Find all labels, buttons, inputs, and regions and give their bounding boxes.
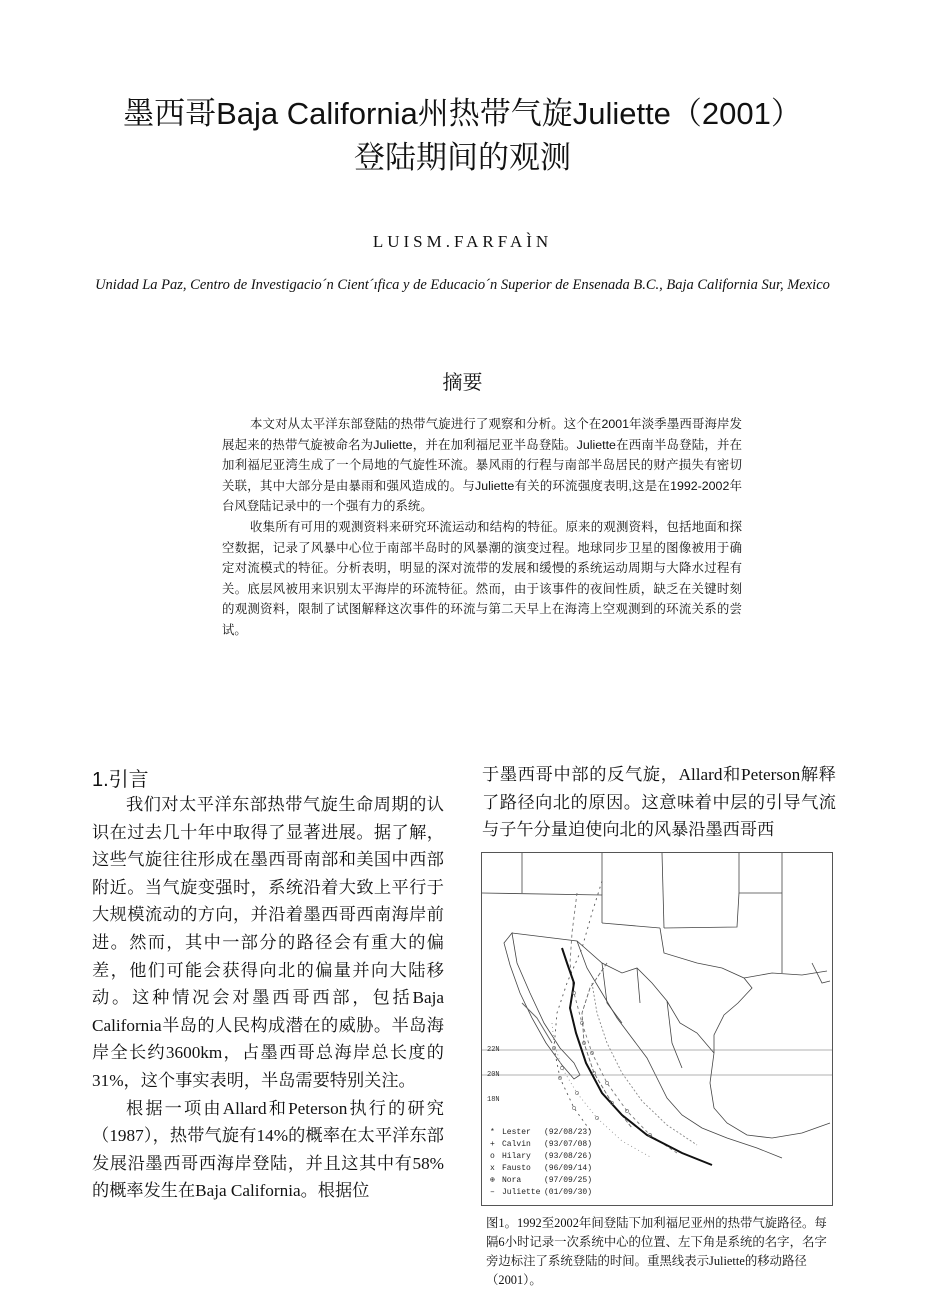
legend-item-calvin: [490, 1140, 592, 1149]
svg-text:(96/09/14): (96/09/14): [544, 1164, 593, 1173]
svg-text:Fausto: Fausto: [502, 1164, 531, 1173]
author-affiliation: Unidad La Paz, Centro de Investigacio´n Cient´ıfica y de Educacio´n Superior de Ensenada B.C., Baja California Sur, Mexico: [95, 277, 830, 293]
svg-text:(97/09/25): (97/09/25): [544, 1176, 593, 1185]
track-map-svg: [482, 853, 832, 1205]
svg-text:Hilary: Hilary: [502, 1152, 531, 1161]
left-column-text: [92, 791, 444, 1205]
lat-label-22n: 22N: [487, 1046, 500, 1054]
intro-paragraph-2: 根据一项由Allard和Peterson执行的研究（1987），热带气旋有14%的概率在太平洋东部发展沿墨西哥西海岸登陆，并且这其中有58%的概率发生在Baja California。根据位: [92, 1098, 444, 1201]
track-fausto: [582, 963, 632, 1128]
latitude-lines: [482, 1050, 832, 1075]
svg-text:(92/08/23): (92/08/23): [544, 1128, 593, 1137]
legend-item-nora: [490, 1176, 592, 1185]
svg-text:Lester: Lester: [502, 1128, 531, 1137]
abstract-paragraph-1: 本文对从太平洋东部登陆的热带气旋进行了观察和分析。这个在2001年淡季墨西哥海岸发展起来的热带气旋被命名为Juliette，并在加利福尼亚半岛登陆。Juliette在西南半岛登陆，并在加利福尼亚湾生成了一个局地的气旋性环流。暴风雨的行程与南部半岛居民的财产损失有密切关联，其中大部分是由暴雨和强风造成的。与Juliette有关的环流强度表明,这是在1992-2002年台风登陆记录中的一个强有力的系统。: [222, 417, 742, 514]
svg-text:Calvin: Calvin: [502, 1140, 531, 1149]
legend-item-juliette: [490, 1188, 592, 1197]
svg-text:–: –: [490, 1188, 495, 1197]
svg-text:*: *: [490, 1128, 495, 1137]
abstract-body: [222, 414, 742, 641]
intro-paragraph-1: 我们对太平洋东部热带气旋生命周期的认识在过去几十年中取得了显著进展。据了解，这些气旋往往形成在墨西哥南部和美国中西部附近。当气旋变强时，系统沿着大致上平行于大规模流动的方向，并沿着墨西哥西南海岸前进。然而，其中一部分的路径会有重大的偏差，他们可能会获得向北的偏量并向大陆移动。这种情况会对墨西哥西部，包括Baja California半岛的人民构成潜在的威胁。半岛海岸全长约3600km，占墨西哥总海岸总长度的31%，这个事实表明，半岛需要特别关注。: [92, 795, 444, 1090]
section-heading-introduction: 1.引言: [92, 769, 149, 791]
legend-item-fausto: [490, 1164, 592, 1173]
svg-text:Juliette: Juliette: [502, 1188, 541, 1197]
track-hilary: [552, 1023, 652, 1158]
legend-item-lester: [490, 1128, 592, 1137]
title-line-1: 墨西哥Baja California州热带气旋Juliette（2001）: [123, 96, 802, 131]
storm-tracks: [522, 881, 712, 1165]
lat-label-18n: 18N: [487, 1096, 500, 1104]
svg-text:(93/07/08): (93/07/08): [544, 1140, 593, 1149]
paper-title: [60, 92, 865, 180]
abstract-heading: 摘要: [442, 372, 483, 394]
svg-text:Nora: Nora: [502, 1176, 522, 1185]
svg-text:o: o: [490, 1152, 495, 1161]
svg-text:+: +: [490, 1140, 495, 1149]
figure-1-caption: 图1。1992至2002年间登陆下加利福尼亚州的热带气旋路径。每隔6小时记录一次系统中心的位置、左下角是系统的名字，名字旁边标注了系统登陆的时间。重黑线表示Juliette的移动路径（2001）。: [486, 1216, 827, 1287]
title-line-2: 登陆期间的观测: [354, 140, 571, 175]
figure-1-track-map: [481, 852, 833, 1206]
lat-label-20n: 20N: [487, 1071, 500, 1079]
track-calvin: [592, 983, 697, 1145]
author-name: LUISM.FARFAÌN: [372, 232, 553, 251]
right-column-text: [482, 761, 836, 844]
svg-text:⊕: ⊕: [490, 1176, 495, 1185]
svg-text:x: x: [490, 1164, 495, 1173]
legend-item-hilary: [490, 1152, 592, 1161]
right-column-paragraph: 于墨西哥中部的反气旋，Allard和Peterson解释了路径向北的原因。这意味着中层的引导气流与子午分量迫使向北的风暴沿墨西哥西: [482, 765, 836, 840]
latitude-labels: [487, 1046, 500, 1104]
svg-text:(01/09/30): (01/09/30): [544, 1188, 593, 1197]
track-extra: [522, 1003, 552, 1043]
track-legend: [490, 1128, 592, 1197]
track-markers: [552, 991, 651, 1136]
abstract-paragraph-2: 收集所有可用的观测资料来研究环流运动和结构的特征。原来的观测资料，包括地面和探空数据，记录了风暴中心位于南部半岛时的风暴潮的演变过程。地球同步卫星的图像被用于确定对流模式的特征。分析表明，明显的深对流带的发展和缓慢的系统运动周期与大降水过程有关。底层风被用来识别太平海岸的环流特征。然而，由于该事件的夜间性质，缺乏在关键时刻的观测资料，限制了试图解释这次事件的环流与第二天早上在海湾上空观测到的环流关系的尝试。: [222, 519, 742, 637]
svg-text:(93/08/26): (93/08/26): [544, 1152, 593, 1161]
map-borders: [482, 853, 830, 1158]
